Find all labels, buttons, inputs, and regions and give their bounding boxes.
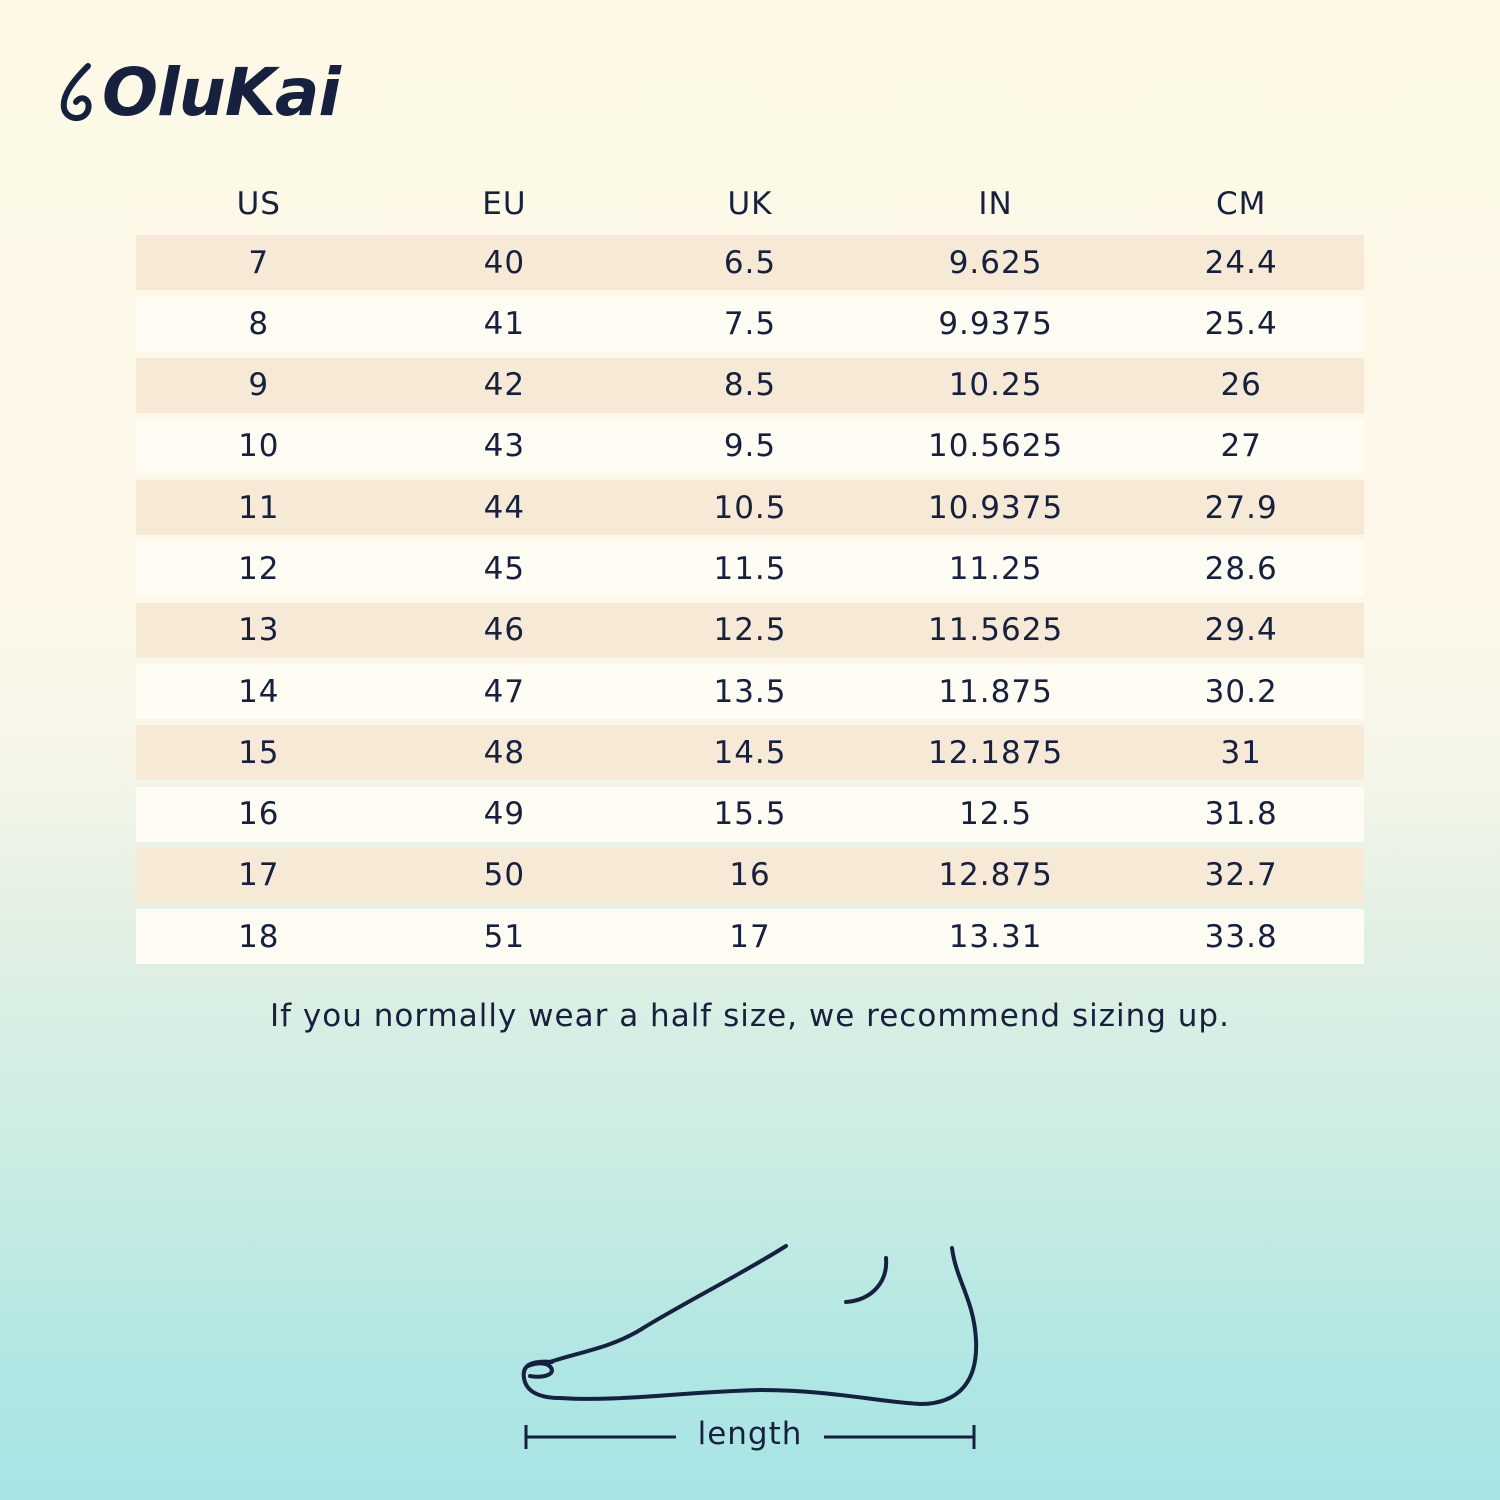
length-label: length (697, 1416, 803, 1452)
cell-eu: 40 (483, 244, 526, 281)
toenail (528, 1363, 552, 1376)
table-row (136, 787, 1364, 842)
cell-eu: 41 (483, 305, 526, 342)
sizing-note: If you normally wear a half size, we recommend sizing up. (270, 998, 1230, 1034)
cell-cm: 33.8 (1204, 918, 1278, 955)
table-row (136, 603, 1364, 658)
cell-cm: 32.7 (1204, 857, 1278, 894)
cell-eu: 46 (483, 612, 526, 649)
cell-in: 12.1875 (927, 734, 1064, 771)
cell-us: 11 (238, 489, 280, 526)
foot-outline-top (550, 1246, 786, 1362)
cell-cm: 27 (1220, 428, 1262, 465)
cell-us: 15 (238, 734, 280, 771)
cell-uk: 8.5 (723, 367, 777, 404)
cell-us: 17 (238, 857, 280, 894)
cell-cm: 25.4 (1204, 305, 1278, 342)
cell-eu: 49 (483, 796, 526, 833)
table-row (136, 664, 1364, 719)
header-cm: CM (1215, 185, 1267, 222)
cell-uk: 11.5 (713, 550, 787, 587)
header-us: US (236, 185, 281, 222)
table-row (136, 358, 1364, 413)
cell-cm: 31.8 (1204, 796, 1278, 833)
cell-in: 12.875 (938, 857, 1053, 894)
brand-name: OluKai (102, 54, 341, 131)
cell-eu: 47 (483, 673, 526, 710)
table-row (136, 909, 1364, 964)
table-header-row (136, 172, 1364, 235)
cell-in: 11.875 (938, 673, 1053, 710)
cell-uk: 14.5 (713, 734, 787, 771)
table-row (136, 848, 1364, 903)
cell-uk: 16 (729, 857, 771, 894)
cell-eu: 48 (483, 734, 526, 771)
cell-us: 9 (248, 367, 270, 404)
header-uk: UK (727, 185, 773, 222)
cell-us: 14 (238, 673, 280, 710)
cell-us: 13 (238, 612, 280, 649)
cell-us: 18 (238, 918, 280, 955)
cell-uk: 17 (729, 918, 771, 955)
cell-cm: 31 (1220, 734, 1262, 771)
table-body (136, 235, 1364, 964)
cell-cm: 26 (1220, 367, 1262, 404)
cell-eu: 50 (483, 857, 526, 894)
cell-eu: 42 (483, 367, 526, 404)
cell-eu: 51 (483, 918, 526, 955)
cell-in: 13.31 (948, 918, 1043, 955)
cell-us: 12 (238, 550, 280, 587)
cell-uk: 7.5 (723, 305, 777, 342)
foot-heel (952, 1248, 976, 1340)
cell-uk: 9.5 (723, 428, 777, 465)
cell-in: 11.25 (948, 550, 1043, 587)
cell-in: 10.5625 (927, 428, 1064, 465)
foot-sole (560, 1340, 976, 1404)
cell-in: 9.9375 (938, 305, 1053, 342)
cell-uk: 12.5 (713, 612, 787, 649)
drop-icon (58, 62, 98, 124)
cell-uk: 13.5 (713, 673, 787, 710)
table-row (136, 419, 1364, 474)
cell-in: 11.5625 (927, 612, 1064, 649)
cell-cm: 28.6 (1204, 550, 1278, 587)
cell-eu: 43 (483, 428, 526, 465)
cell-in: 10.9375 (927, 489, 1064, 526)
cell-cm: 27.9 (1204, 489, 1278, 526)
ankle-curve (846, 1258, 886, 1302)
cell-eu: 45 (483, 550, 526, 587)
table-row (136, 235, 1364, 290)
cell-us: 7 (248, 244, 270, 281)
cell-us: 10 (238, 428, 280, 465)
cell-in: 12.5 (959, 796, 1033, 833)
cell-in: 9.625 (948, 244, 1043, 281)
cell-eu: 44 (483, 489, 526, 526)
header-eu: EU (482, 185, 527, 222)
cell-uk: 6.5 (723, 244, 777, 281)
brand-logo (58, 54, 341, 131)
table-row (136, 480, 1364, 535)
table-row (136, 541, 1364, 596)
table-row (136, 296, 1364, 351)
cell-us: 8 (248, 305, 270, 342)
cell-in: 10.25 (948, 367, 1043, 404)
header-in: IN (978, 185, 1013, 222)
cell-cm: 29.4 (1204, 612, 1278, 649)
size-chart-table (136, 172, 1364, 971)
cell-cm: 30.2 (1204, 673, 1278, 710)
cell-uk: 15.5 (713, 796, 787, 833)
cell-cm: 24.4 (1204, 244, 1278, 281)
cell-uk: 10.5 (713, 489, 787, 526)
table-row (136, 725, 1364, 780)
cell-us: 16 (238, 796, 280, 833)
